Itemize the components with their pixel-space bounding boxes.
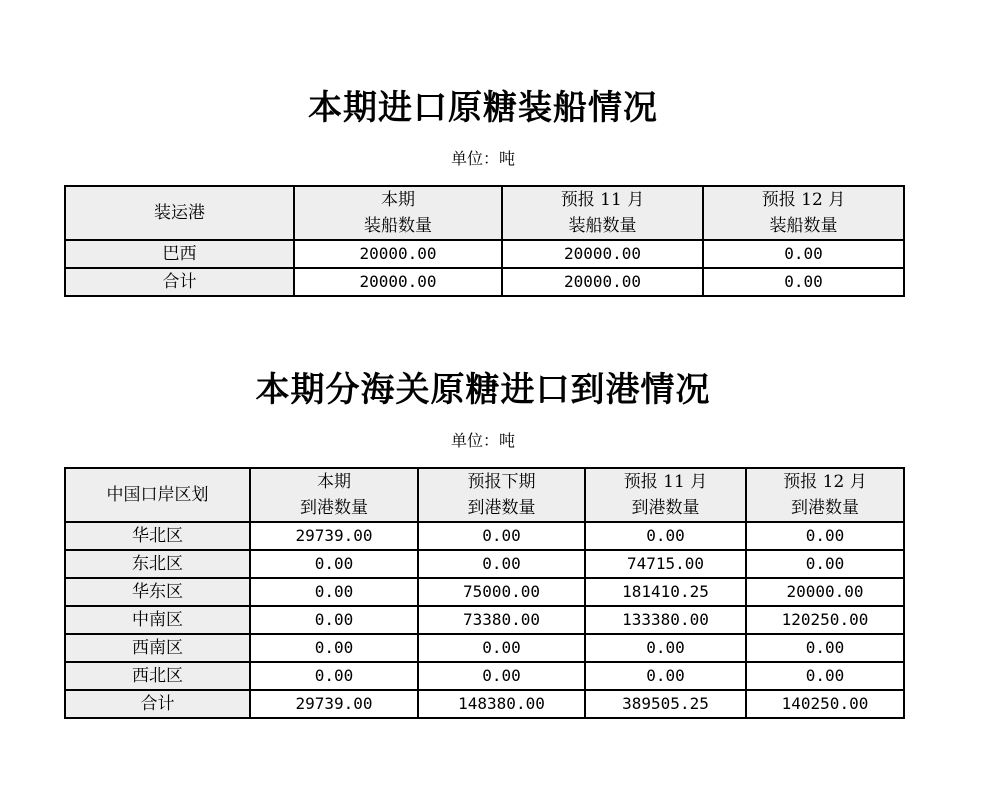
header-region: 中国口岸区划	[65, 468, 250, 522]
table-row-total	[65, 690, 904, 718]
table-cell: 0.00	[418, 522, 585, 550]
table-cell: 20000.00	[502, 240, 703, 268]
table-cell: 0.00	[418, 662, 585, 690]
header-port: 装运港	[65, 186, 294, 240]
table-row	[65, 550, 904, 578]
row-label: 合计	[65, 268, 294, 296]
table-cell: 0.00	[746, 550, 904, 578]
table-header-row	[65, 468, 904, 522]
table-cell: 0.00	[585, 522, 746, 550]
header-current-period: 本期 到港数量	[250, 468, 418, 522]
table-cell: 389505.25	[585, 690, 746, 718]
arrival-table	[64, 467, 905, 719]
header-forecast-nov: 预报 11 月 装船数量	[502, 186, 703, 240]
table-cell: 140250.00	[746, 690, 904, 718]
table-row	[65, 634, 904, 662]
table-row	[65, 522, 904, 550]
arrival-unit-label: 单位：吨	[450, 431, 515, 450]
table-header-row	[65, 186, 904, 240]
table-cell: 0.00	[418, 550, 585, 578]
table-cell: 0.00	[250, 634, 418, 662]
table-row-total	[65, 268, 904, 296]
row-label: 巴西	[65, 240, 294, 268]
table-cell: 0.00	[250, 550, 418, 578]
table-row	[65, 240, 904, 268]
table-cell: 148380.00	[418, 690, 585, 718]
table-cell: 0.00	[250, 606, 418, 634]
row-label: 华东区	[65, 578, 250, 606]
table-cell: 0.00	[746, 634, 904, 662]
header-current-period: 本期 装船数量	[294, 186, 502, 240]
table-cell: 75000.00	[418, 578, 585, 606]
shipment-title: 本期进口原糖装船情况	[308, 88, 658, 128]
header-forecast-next: 预报下期 到港数量	[418, 468, 585, 522]
shipment-unit-label: 单位：吨	[450, 149, 515, 168]
table-cell: 0.00	[585, 634, 746, 662]
table-cell: 74715.00	[585, 550, 746, 578]
table-cell: 181410.25	[585, 578, 746, 606]
row-label: 西北区	[65, 662, 250, 690]
header-forecast-dec: 预报 12 月 装船数量	[703, 186, 904, 240]
header-forecast-dec: 预报 12 月 到港数量	[746, 468, 904, 522]
row-label: 中南区	[65, 606, 250, 634]
table-cell: 29739.00	[250, 690, 418, 718]
table-cell: 133380.00	[585, 606, 746, 634]
table-cell: 20000.00	[294, 240, 502, 268]
row-label: 华北区	[65, 522, 250, 550]
table-cell: 0.00	[250, 662, 418, 690]
arrival-title: 本期分海关原糖进口到港情况	[255, 370, 711, 410]
table-cell: 0.00	[585, 662, 746, 690]
table-cell: 0.00	[703, 240, 904, 268]
table-row	[65, 606, 904, 634]
shipment-table	[64, 185, 905, 297]
table-cell: 0.00	[746, 522, 904, 550]
table-cell: 0.00	[746, 662, 904, 690]
table-cell: 0.00	[250, 578, 418, 606]
row-label: 合计	[65, 690, 250, 718]
table-cell: 20000.00	[294, 268, 502, 296]
table-cell: 29739.00	[250, 522, 418, 550]
table-row	[65, 578, 904, 606]
table-cell: 120250.00	[746, 606, 904, 634]
table-cell: 0.00	[703, 268, 904, 296]
table-cell: 0.00	[418, 634, 585, 662]
table-cell: 73380.00	[418, 606, 585, 634]
table-cell: 20000.00	[502, 268, 703, 296]
row-label: 东北区	[65, 550, 250, 578]
table-cell: 20000.00	[746, 578, 904, 606]
row-label: 西南区	[65, 634, 250, 662]
table-row	[65, 662, 904, 690]
header-forecast-nov: 预报 11 月 到港数量	[585, 468, 746, 522]
